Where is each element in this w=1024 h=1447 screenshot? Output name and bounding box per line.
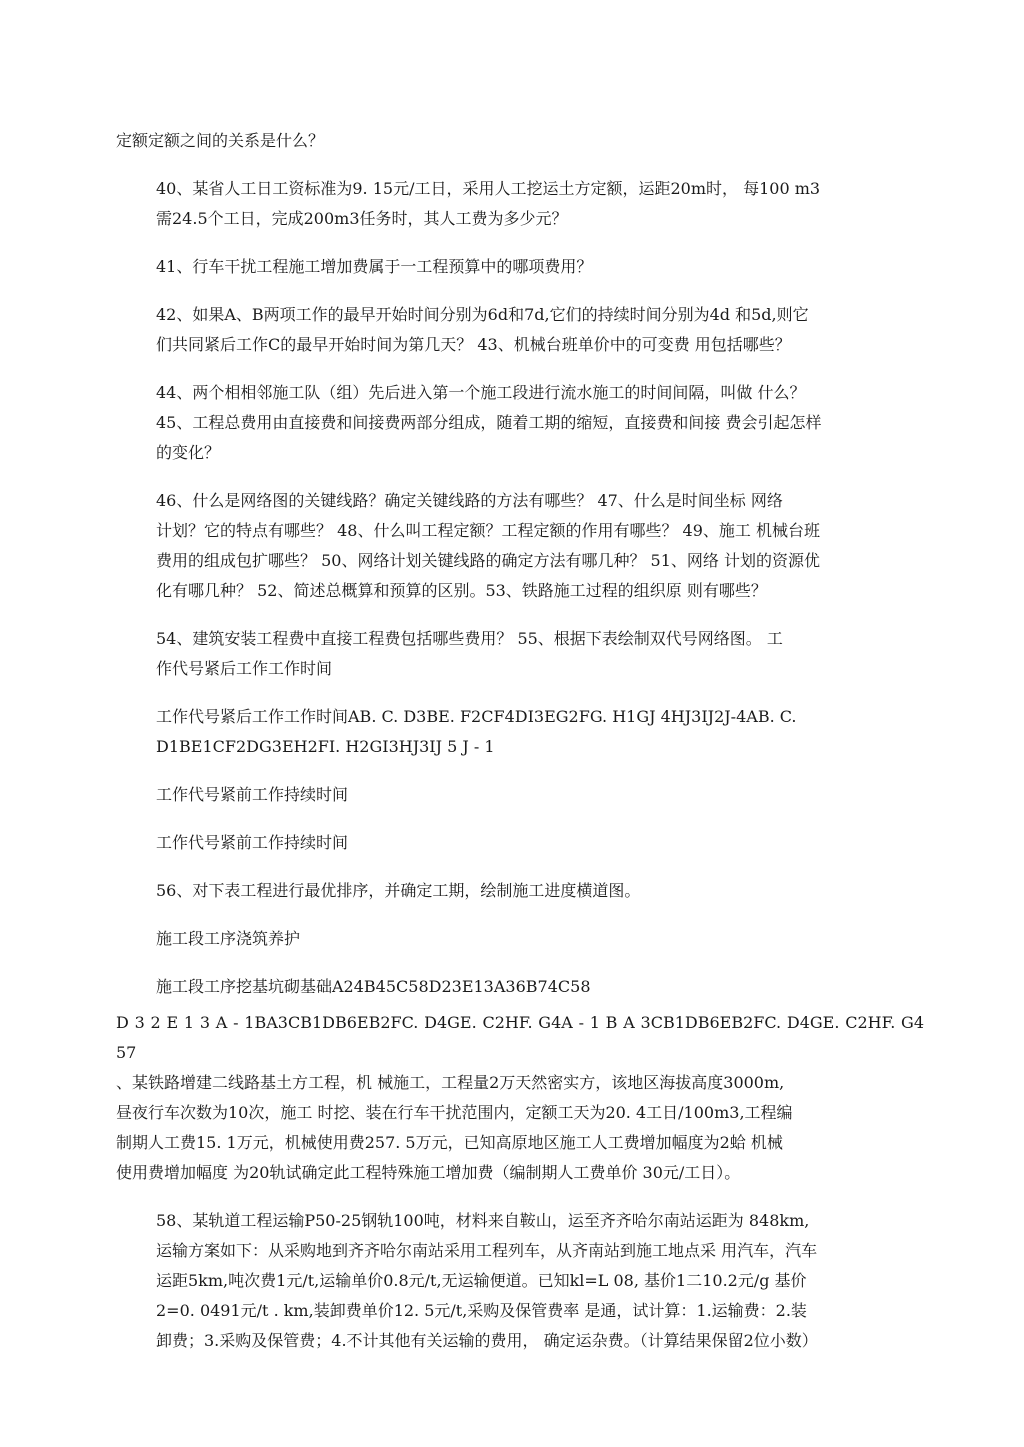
paragraph xyxy=(116,126,924,156)
text-line: 昼夜行车次数为10次，施工 时挖、装在行车干扰范围内，定额工天为20. 4工日/100m3,工程编 xyxy=(116,1103,793,1122)
text-line: 们共同紧后工作C的最早开始时间为第几天？ 43、机械台班单价中的可变费 用包括哪些？ xyxy=(156,335,791,354)
text-line: 费用的组成包扩哪些？ 50、网络计划关键线路的确定方法有哪几种？ 51、网络 计划的资源优 xyxy=(156,551,820,570)
paragraph xyxy=(116,1206,924,1356)
text-line: 施工段工序浇筑养护 xyxy=(156,929,301,948)
text-line: 46、什么是网络图的关键线路？确定关键线路的方法有哪些？ 47、什么是时间坐标 网络 xyxy=(156,491,783,510)
text-line: 定额定额之间的关系是什么？ xyxy=(116,131,325,150)
text-line: 44、两个相相邻施工队（组）先后进入第一个施工段进行流水施工的时间间隔，叫做 什么？ xyxy=(156,383,806,402)
text-line: 45、工程总费用由直接费和间接费两部分组成，随着工期的缩短，直接费和间接 费会引起怎样 xyxy=(156,413,822,432)
text-line: 计划？它的特点有哪些？ 48、什么叫工程定额？工程定额的作用有哪些？ 49、施工 机械台班 xyxy=(156,521,820,540)
paragraph xyxy=(116,174,924,234)
text-line: 施工段工序挖基坑砌基础A24B45C58D23E13A36B74C58 xyxy=(156,977,591,996)
text-line: 工作代号紧前工作持续时间 xyxy=(156,785,349,804)
paragraph xyxy=(116,624,924,684)
text-line: 化有哪几种？ 52、简述总概算和预算的区别。53、铁路施工过程的组织原 则有哪些？ xyxy=(156,581,767,600)
paragraph xyxy=(116,486,924,606)
text-line: 40、某省人工日工资标准为9. 15元/工日，采用人工挖运土方定额，运距20m时， 每100 m3 xyxy=(156,179,821,198)
text-line: 需24.5个工日，完成200m3任务时，其人工费为多少元？ xyxy=(156,209,568,228)
paragraph xyxy=(116,876,924,906)
text-line: 的变化？ xyxy=(156,443,221,462)
text-line: 、某铁路增建二线路基土方工程，机 械施工，工程量2万天然密实方，该地区海拔高度3000m, xyxy=(116,1073,785,1092)
paragraph xyxy=(116,972,924,1002)
text-line: 2=0. 0491元/t . km,装卸费单价12. 5元/t,采购及保管费率 是通，试计算：1.运输费：2.装 xyxy=(156,1301,807,1320)
text-line: 制期人工费15. 1万元，机械使用费257. 5万元，已知高原地区施工人工费增加幅度为2蛤 机械 xyxy=(116,1133,783,1152)
paragraph xyxy=(116,828,924,858)
text-line: 工作代号紧前工作持续时间 xyxy=(156,833,349,852)
text-line: 56、对下表工程进行最优排序，并确定工期，绘制施工进度横道图。 xyxy=(156,881,641,900)
text-line: 卸费；3.采购及保管费；4.不计其他有关运输的费用， 确定运杂费。（计算结果保留2位小数） xyxy=(156,1331,818,1350)
document-body xyxy=(116,126,924,1356)
paragraph xyxy=(116,378,924,468)
paragraph xyxy=(116,702,924,762)
text-line: 运距5km,吨次费1元/t,运输单价0.8元/t,无运输便道。已知kl=L 08, 基价1二10.2元/g 基价 xyxy=(156,1271,807,1290)
text-line: 作代号紧后工作工作时间 xyxy=(156,659,333,678)
text-line: D 3 2 E 1 3 A - 1BA3CB1DB6EB2FC. D4GE. C2HF. G4A - 1 B A 3CB1DB6EB2FC. D4GE. C2HF. G4 57 xyxy=(116,1013,924,1062)
paragraph xyxy=(116,1008,924,1188)
text-line: 使用费增加幅度 为20轨试确定此工程特殊施工增加费（编制期人工费单价 30元/工日）。 xyxy=(116,1163,741,1182)
paragraph xyxy=(116,780,924,810)
paragraph xyxy=(116,924,924,954)
text-line: 41、行车干扰工程施工增加费属于一工程预算中的哪项费用？ xyxy=(156,257,593,276)
text-line: 工作代号紧后工作工作时间AB. C. D3BE. F2CF4DI3EG2FG. H1GJ 4HJ3IJ2J-4AB. C. xyxy=(156,707,797,726)
paragraph xyxy=(116,300,924,360)
text-line: 54、建筑安装工程费中直接工程费包括哪些费用？ 55、根据下表绘制双代号网络图。 工 xyxy=(156,629,783,648)
text-line: 42、如果A、B两项工作的最早开始时间分别为6d和7d,它们的持续时间分别为4d 和5d,则它 xyxy=(156,305,809,324)
text-line: 58、某轨道工程运输P50-25钢轨100吨，材料来自鞍山，运至齐齐哈尔南站运距为 848km, xyxy=(156,1211,810,1230)
text-line: 运输方案如下：从采购地到齐齐哈尔南站采用工程列车，从齐南站到施工地点采 用汽车，汽车 xyxy=(156,1241,818,1260)
text-line: D1BE1CF2DG3EH2FI. H2GI3HJ3IJ 5 J - 1 xyxy=(156,737,495,756)
paragraph xyxy=(116,252,924,282)
